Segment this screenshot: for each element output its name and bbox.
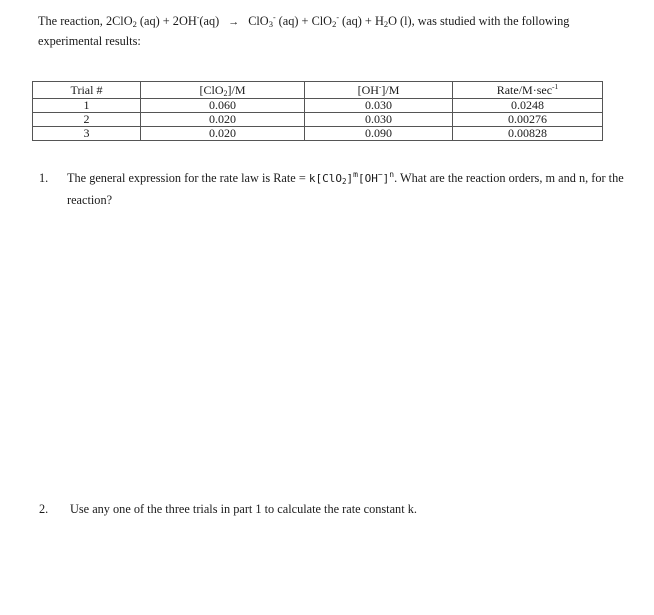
header-trial: Trial # xyxy=(33,82,141,99)
question-text: Use any one of the three trials in part 1 to calculate the rate constant k. xyxy=(70,502,417,516)
header-rate: Rate/$M\cdot\sec^{-1}$ xyxy=(453,82,603,99)
header-oh: [OH-]/M xyxy=(305,82,453,99)
intro-text: The reaction, 2ClO xyxy=(38,14,133,28)
reaction-arrow: → xyxy=(228,16,240,28)
table-row: 3 0.020 0.090 0.00828 xyxy=(33,127,603,141)
experimental-data-table xyxy=(32,81,603,141)
problem-intro: The reaction, 2ClO$_2$ (aq) + 2OH-(aq) → ClO$_3$- (aq) + ClO$_2$- $(aq) + H_2O$ (l), was studied with the following experimental results: xyxy=(38,13,570,48)
question-number: 1. xyxy=(39,171,49,185)
question-number: 2. xyxy=(39,502,49,516)
table-header-row xyxy=(33,82,603,99)
rate-law-expression: $k[ClO_2]^m[OH^-]^n$ xyxy=(308,170,395,186)
table-row: 1 0.060 0.030 0.0248 xyxy=(33,99,603,113)
table-row: 2 0.020 0.030 0.00276 xyxy=(33,113,603,127)
question-text: The general expression for the rate law is Rate = $k[ClO_2]^m[OH^-]^n$. What are the reaction orders, m and n, for the reaction? xyxy=(67,170,624,207)
header-clo2: [ClO$_2$]/M xyxy=(141,82,305,99)
